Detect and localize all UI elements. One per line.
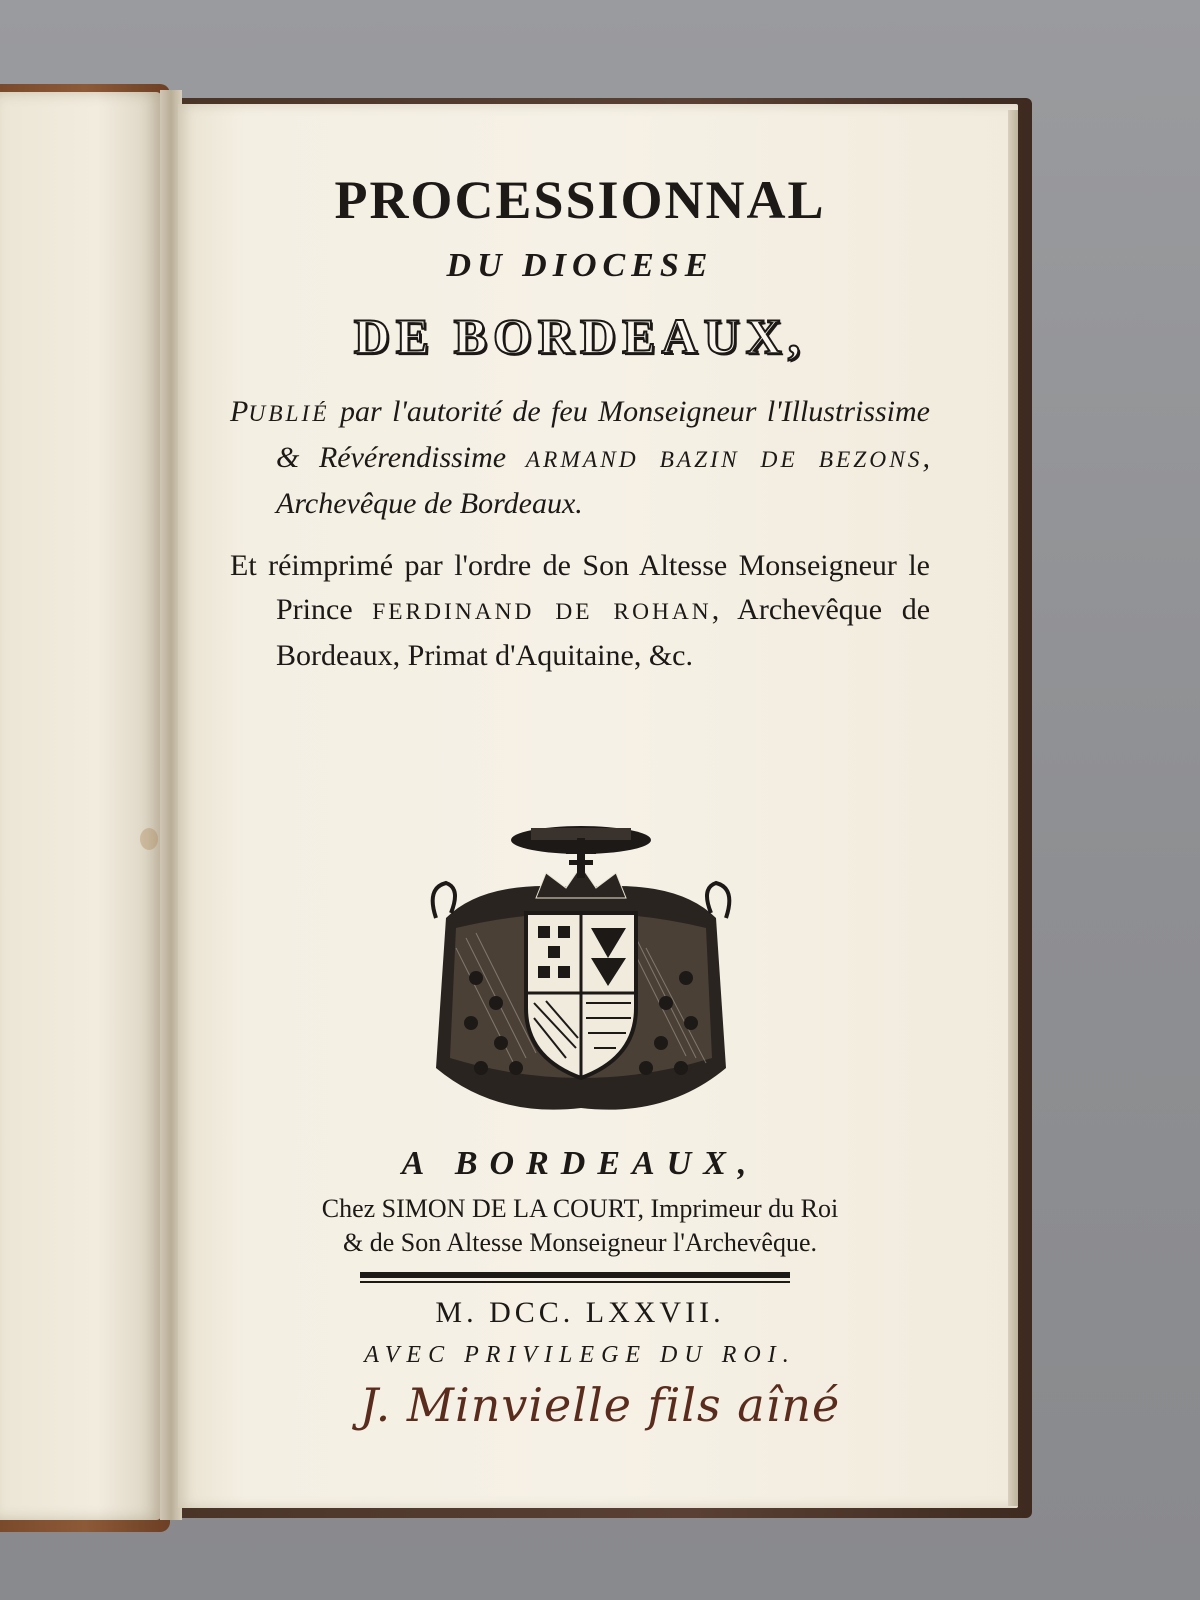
published-text: par l'autorité de feu Monseigneur l'Illustrissime & Révérendissime [276,395,930,474]
imprint-printer: Chez SIMON DE LA COURT, Imprimeur du Roi [321,1194,839,1223]
reprinted-text: Et réimprimé par l'ordre de Son Altesse Monseigneur le Prince [230,549,930,626]
book-title: PROCESSIONNAL [334,170,826,230]
book-city: DE BORDEAUX, [353,308,807,364]
archbishop-coat-of-arms-icon [426,818,736,1118]
published-paragraph [230,390,930,526]
publication-date: M. DCC. LXXVII. [435,1296,725,1329]
royal-privilege: AVEC PRIVILEGE DU ROI. [364,1342,796,1368]
reprinted-paragraph [230,544,930,678]
owner-signature: J. Minvielle fils aîné [359,1378,841,1432]
paper-stain [140,828,158,850]
published-tail: , Archevêque de Bordeaux. [276,441,930,520]
title-page-content [230,170,931,1432]
published-lead-smallcaps: UBLIÉ [248,401,330,427]
published-name: ARMAND BAZIN DE BEZONS [525,447,923,473]
reprinted-name: FERDINAND DE ROHAN [372,599,712,625]
imprint-city: A BORDEAUX, [401,1145,759,1182]
page-edge [1008,110,1018,1506]
published-lead: P [230,395,249,428]
double-rule-divider [360,1272,790,1284]
imprint-patron: & de Son Altesse Monseigneur l'Archevêque. [342,1228,818,1257]
reprinted-tail: , Archevêque de Bordeaux, Primat d'Aquitaine, &c. [276,593,931,672]
left-page [0,92,162,1520]
book-subtitle: DU DIOCESE [446,247,714,284]
